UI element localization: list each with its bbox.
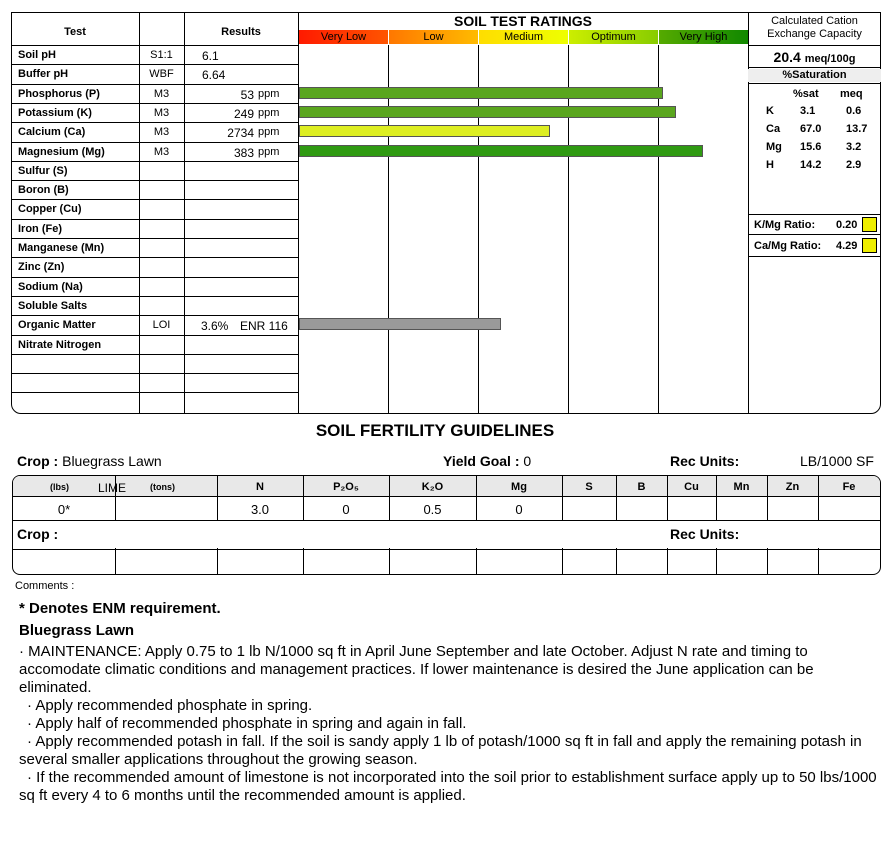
gl-col-header: Cu	[684, 481, 699, 493]
ratio-line-top	[748, 214, 881, 215]
test-value: 6.1	[202, 49, 219, 63]
test-name: Soil pH	[18, 49, 56, 61]
crop2-label: Crop :	[17, 526, 59, 542]
comment-limestone: · If the recommended amount of limestone is not incorporated into the soil prior to establishment surface apply up to 50 lbs/1000 sq ft every 4 to 6 months until the recommended amount is applied.	[19, 769, 877, 804]
cec-title-2: Exchange Capacity	[767, 28, 862, 40]
rating-bar	[299, 87, 663, 99]
gl-col-header: Fe	[842, 481, 856, 493]
lime-lbs: (lbs)	[50, 482, 69, 492]
test-method: M3	[153, 88, 170, 100]
test-row-line	[11, 161, 298, 162]
ratings-left-line	[298, 12, 299, 414]
cec-value-line	[748, 49, 881, 65]
test-method: M3	[153, 146, 170, 158]
test-name: Buffer pH	[18, 68, 69, 80]
test-value: 3.6%	[201, 319, 229, 333]
gl-line-3	[12, 549, 881, 550]
rating-medium: Medium	[479, 30, 568, 44]
test-row-line	[11, 180, 298, 181]
rating-bar	[299, 145, 703, 157]
saturation-title: %Saturation	[748, 69, 881, 82]
cec-value: 20.4	[773, 49, 801, 65]
camg-value: 4.29	[836, 240, 858, 252]
test-name: Manganese (Mn)	[18, 242, 105, 254]
test-row-line	[11, 238, 298, 239]
rating-grid-line-3	[568, 45, 569, 414]
test-unit: ppm	[258, 88, 280, 100]
test-name: Nitrate Nitrogen	[18, 339, 102, 351]
rating-grid-line-4	[658, 45, 659, 414]
test-row-line	[11, 257, 298, 258]
gl-col-header: Mg	[511, 481, 527, 493]
cec-ion: H	[766, 159, 774, 171]
test-name: Organic Matter	[18, 319, 96, 331]
test-value: 249	[233, 107, 254, 121]
rating-bar	[299, 318, 501, 330]
results-header: Results	[221, 26, 261, 38]
comment-phosphate-spring: · Apply recommended phosphate in spring.	[27, 697, 313, 714]
cec-ion: K	[766, 105, 774, 117]
test-row-line	[11, 373, 298, 374]
rating-optimum: Optimum	[569, 30, 658, 44]
test-row-line	[11, 84, 298, 85]
meq-col-header: meq	[840, 88, 863, 100]
test-method: M3	[153, 126, 170, 138]
test-name: Boron (B)	[18, 184, 69, 196]
test-row-line	[11, 335, 298, 336]
cec-sat: 15.6	[800, 141, 822, 153]
cec-meq: 0.6	[846, 105, 862, 117]
test-row-line	[11, 122, 298, 123]
k2o-value: 0.5	[423, 502, 442, 517]
ratio-line-mid	[748, 234, 881, 235]
test-value: 383	[233, 146, 254, 160]
test-name: Zinc (Zn)	[18, 261, 65, 273]
test-row-line	[11, 296, 298, 297]
crop-label: Crop :	[17, 453, 59, 469]
test-name: Iron (Fe)	[18, 223, 62, 235]
test-name: Sodium (Na)	[18, 281, 83, 293]
test-row-line	[11, 315, 298, 316]
rating-grid-line-2	[478, 45, 479, 414]
ratings-title: SOIL TEST RATINGS	[454, 13, 592, 29]
p2o5-value: 0	[342, 502, 350, 517]
comment-crop-heading: Bluegrass Lawn	[19, 622, 135, 639]
cec-sat-line-bottom	[748, 83, 881, 84]
kmg-indicator	[862, 217, 877, 232]
kmg-value: 0.20	[836, 219, 858, 231]
mg-value: 0	[515, 502, 523, 517]
cec-meq: 3.2	[846, 141, 862, 153]
lime-label: LIME	[98, 481, 127, 495]
rating-grid-line-1	[388, 45, 389, 414]
test-value: 2734	[227, 126, 254, 140]
test-unit: ppm	[258, 146, 280, 158]
rating-very-low: Very Low	[299, 30, 388, 44]
test-name: Phosphorus (P)	[18, 88, 100, 100]
test-name: Sulfur (S)	[18, 165, 68, 177]
cec-sat: 14.2	[800, 159, 822, 171]
cec-ion: Mg	[766, 141, 782, 153]
test-unit: ppm	[258, 107, 280, 119]
cec-meq: 2.9	[846, 159, 862, 171]
lime-tons: (tons)	[150, 482, 175, 492]
test-name: Soluble Salts	[18, 300, 88, 312]
test-row-line	[11, 142, 298, 143]
test-value: 6.64	[202, 68, 226, 82]
test-row-line	[11, 64, 298, 65]
crop-line	[17, 453, 162, 469]
rec-units-value: LB/1000 SF	[800, 453, 874, 469]
gl-col-header: N	[256, 481, 264, 493]
yield-label: Yield Goal :	[443, 453, 520, 469]
test-method: WBF	[149, 68, 174, 80]
rec-units2-label: Rec Units:	[670, 526, 740, 542]
test-value: 53	[240, 88, 254, 102]
comment-phosphate-half: · Apply half of recommended phosphate in spring and again in fall.	[27, 715, 467, 732]
test-name: Magnesium (Mg)	[18, 146, 105, 158]
yield-value: 0	[523, 453, 532, 469]
test-unit: ppm	[258, 126, 280, 138]
crop2-row	[13, 521, 880, 548]
gl-line-1	[12, 496, 881, 497]
cec-sat: 3.1	[800, 105, 816, 117]
test-row-line	[11, 392, 298, 393]
lime-value: 0*	[57, 502, 71, 517]
cec-ion: Ca	[766, 123, 781, 135]
comment-maintenance: · MAINTENANCE: Apply 0.75 to 1 lb N/1000 sq ft in April June September and late October. Adjust N rate and timing to accomodate climatic conditions and management practices. If lower maintenance is desired the June application can be eliminated.	[19, 643, 814, 696]
gl-col-header: Zn	[785, 481, 800, 493]
test-header: Test	[64, 26, 86, 38]
guidelines-title: SOIL FERTILITY GUIDELINES	[315, 421, 555, 440]
gl-col-header: Mn	[733, 481, 750, 493]
comment-potash: · Apply recommended potash in fall. If the soil is sandy apply 1 lb of potash/1000 sq ft in fall and apply the remaining potash in several smaller applications throughout the growing season.	[19, 733, 862, 768]
ratio-line-bottom	[748, 256, 881, 257]
test-row-line	[11, 354, 298, 355]
yield-line	[443, 453, 531, 469]
test-method: M3	[153, 107, 170, 119]
n-value: 3.0	[250, 502, 270, 517]
rating-low: Low	[389, 30, 478, 44]
cec-sat: 67.0	[800, 123, 822, 135]
gl-col-header: P₂O₅	[333, 481, 359, 493]
test-name: Potassium (K)	[18, 107, 92, 119]
cec-sat-line-top	[748, 67, 881, 68]
sat-col-header: %sat	[793, 88, 819, 100]
test-row-line	[11, 277, 298, 278]
test-method: LOI	[152, 319, 171, 331]
rating-bar	[299, 125, 550, 137]
camg-indicator	[862, 238, 877, 253]
kmg-label: K/Mg Ratio:	[754, 219, 816, 231]
comments-body	[19, 643, 881, 805]
camg-label: Ca/Mg Ratio:	[754, 240, 822, 252]
test-row-line	[11, 103, 298, 104]
gl-col-header: K₂O	[421, 481, 444, 493]
gl-col-header: B	[637, 481, 646, 493]
test-name: Copper (Cu)	[18, 203, 82, 215]
rec-units-label: Rec Units:	[670, 453, 740, 469]
cec-title-1: Calculated Cation	[771, 15, 858, 27]
test-name: Calcium (Ca)	[18, 126, 86, 138]
header-bottom-line	[11, 45, 298, 46]
cec-header-line	[748, 45, 881, 46]
test-method: S1:1	[150, 49, 173, 61]
crop-value: Bluegrass Lawn	[62, 453, 162, 469]
cec-unit: meq/100g	[804, 53, 856, 65]
comments-label: Comments :	[15, 580, 75, 592]
enm-note: * Denotes ENM requirement.	[19, 600, 221, 617]
test-unit: ENR 116	[240, 319, 288, 333]
rating-bar	[299, 106, 676, 118]
test-row-line	[11, 199, 298, 200]
gl-col-header: S	[585, 481, 593, 493]
cec-meq: 13.7	[846, 123, 868, 135]
test-row-line	[11, 219, 298, 220]
rating-very-high: Very High	[659, 30, 748, 44]
